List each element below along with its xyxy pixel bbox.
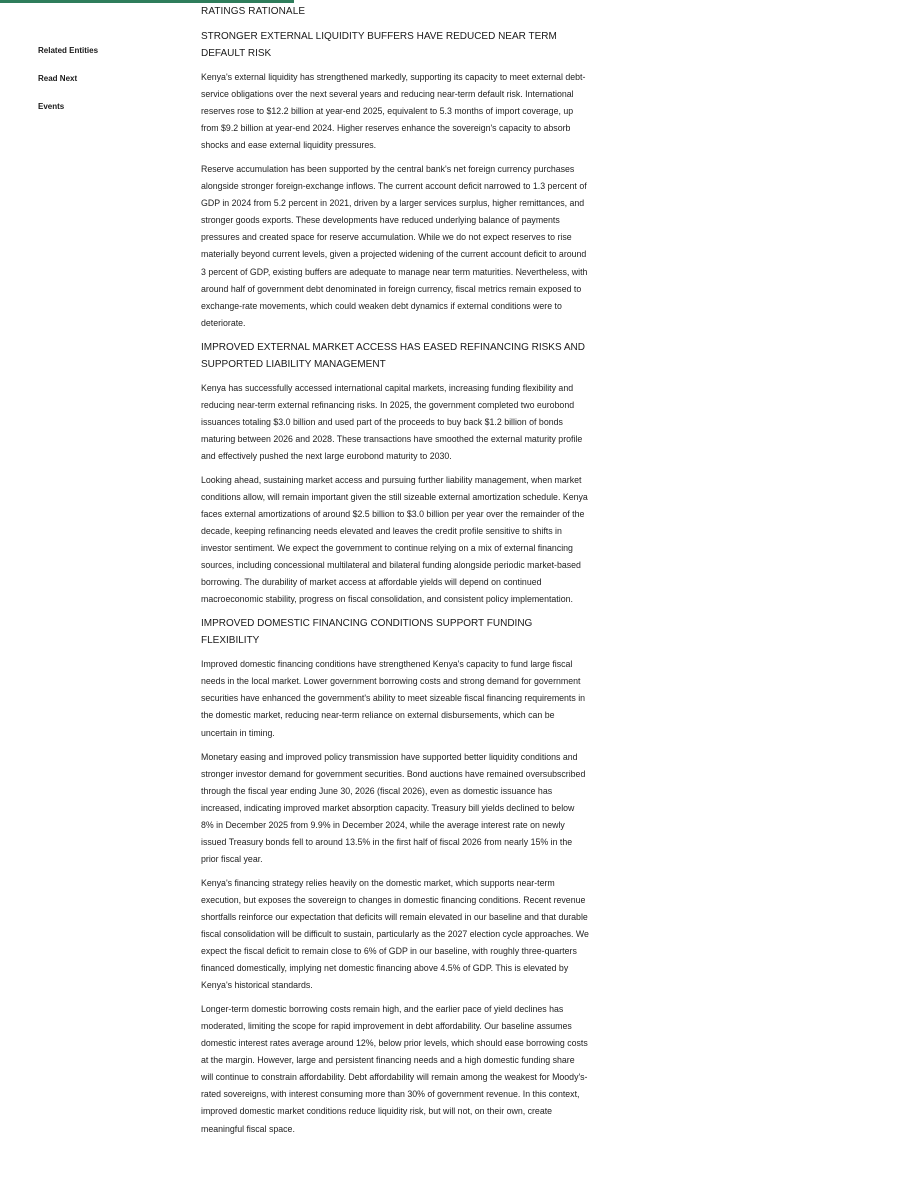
section-heading: IMPROVED EXTERNAL MARKET ACCESS HAS EASED REFINANCING RISKS AND SUPPORTED LIABILITY MANAGEMENT	[201, 341, 585, 370]
section-title: RATINGS RATIONALE	[201, 6, 306, 17]
paragraph: Kenya has successfully accessed international capital markets, increasing funding flexibility and reducing near-term external refinancing risks. In 2025, the government completed two eurobond issuances totaling $3.0 billion and used part of the proceeds to buy back $1.2 billion of bonds maturing between 2026 and 2028. These transactions have smoothed the external maturity profile and effectively pushed the next large eurobond maturity to 2030.	[201, 382, 583, 461]
sidebar-item-read-next[interactable]: Read Next	[38, 74, 78, 83]
paragraph: Looking ahead, sustaining market access and pursuing further liability management, when market conditions allow, will remain important given the still sizeable external amortization schedule. Kenya faces external amortizations of around $2.5 billion to $3.0 billion per year over the remainder of the decade, keeping refinancing needs elevated and leaves the credit profile sensitive to shifts in investor sentiment. We expect the government to continue relying on a mix of external financing sources, including concessional multilateral and bilateral funding alongside periodic market-based borrowing. The durability of market access at affordable yields will depend on continued macroeconomic stability, progress on fiscal consolidation, and consistent policy implementation.	[201, 474, 588, 605]
paragraph: Monetary easing and improved policy transmission have supported better liquidity conditions and stronger investor demand for government securities. Bond auctions have remained oversubscribed through the fiscal year ending June 30, 2026 (fiscal 2026), even as domestic issuance has increased, indicating improved market absorption capacity. Treasury bill yields declined to below 8% in December 2025 from 9.9% in December 2024, while the average interest rate on newly issued Treasury bonds fell to around 13.5% in the first half of fiscal 2026 from nearly 15% in the prior fiscal year.	[201, 751, 586, 864]
paragraph: Kenya's financing strategy relies heavily on the domestic market, which supports near-term execution, but exposes the sovereign to changes in domestic financing conditions. Recent revenue shortfalls reinforce our expectation that deficits will remain elevated in our baseline and that durable fiscal consolidation will be difficult to sustain, particularly as the 2027 election cycle approaches. We expect the fiscal deficit to remain close to 6% of GDP in our baseline, with roughly three-quarters financed domestically, implying net domestic financing above 4.5% of GDP. This is elevated by Kenya's historical standards.	[201, 877, 589, 991]
paragraph: Kenya's external liquidity has strengthened markedly, supporting its capacity to meet external debt-service obligations over the next several years and reducing near-term default risk. International reserves rose to $12.2 billion at year-end 2025, equivalent to 5.3 months of import coverage, up from $9.2 billion at year-end 2024. Higher reserves enhance the sovereign's capacity to absorb shocks and ease external liquidity pressures.	[201, 72, 586, 151]
paragraph: Longer-term domestic borrowing costs remain high, and the earlier pace of yield declines has moderated, limiting the scope for rapid improvement in debt affordability. Our baseline assumes domestic interest rates average around 12%, below prior levels, which should ease borrowing costs at the margin. However, large and persistent financing needs and a high domestic funding share will continue to constrain affordability. Debt affordability will remain among the weakest for Moody's-rated sovereigns, with interest consuming more than 30% of government revenue. In this context, improved domestic market conditions reduce liquidity risk, but will not, on their own, create meaningful fiscal space.	[201, 1004, 588, 1134]
section-heading: IMPROVED DOMESTIC FINANCING CONDITIONS SUPPORT FUNDING FLEXIBILITY	[201, 618, 533, 647]
sidebar-nav	[38, 44, 178, 128]
article-body	[201, 3, 589, 1145]
article-content	[201, 28, 589, 1138]
section-heading: STRONGER EXTERNAL LIQUIDITY BUFFERS HAVE REDUCED NEAR TERM DEFAULT RISK	[201, 31, 557, 59]
paragraph: Reserve accumulation has been supported by the central bank's net foreign currency purchases alongside stronger foreign-exchange inflows. The current account deficit narrowed to 1.3 percent of GDP in 2024 from 5.2 percent in 2021, driven by a larger services surplus, higher remittances, and stronger goods exports. These developments have reduced underlying balance of payments pressures and created space for reserve accumulation. While we do not expect reserves to rise materially beyond current levels, given a projected widening of the current account deficit to around 3 percent of GDP, existing buffers are adequate to manage near term maturities. Nevertheless, with around half of government debt denominated in foreign currency, fiscal metrics remain exposed to exchange-rate movements, which could weaken debt dynamics if external conditions were to deteriorate.	[201, 164, 588, 328]
paragraph: Improved domestic financing conditions have strengthened Kenya's capacity to fund large fiscal needs in the local market. Lower government borrowing costs and strong demand for government securities have enhanced the government's ability to meet sizeable fiscal financing requirements in the domestic market, reducing near-term reliance on external disbursements, which can be uncertain in timing.	[201, 659, 586, 738]
sidebar-item-events[interactable]: Events	[38, 102, 65, 111]
sidebar-item-related-entities[interactable]: Related Entities	[38, 46, 99, 55]
